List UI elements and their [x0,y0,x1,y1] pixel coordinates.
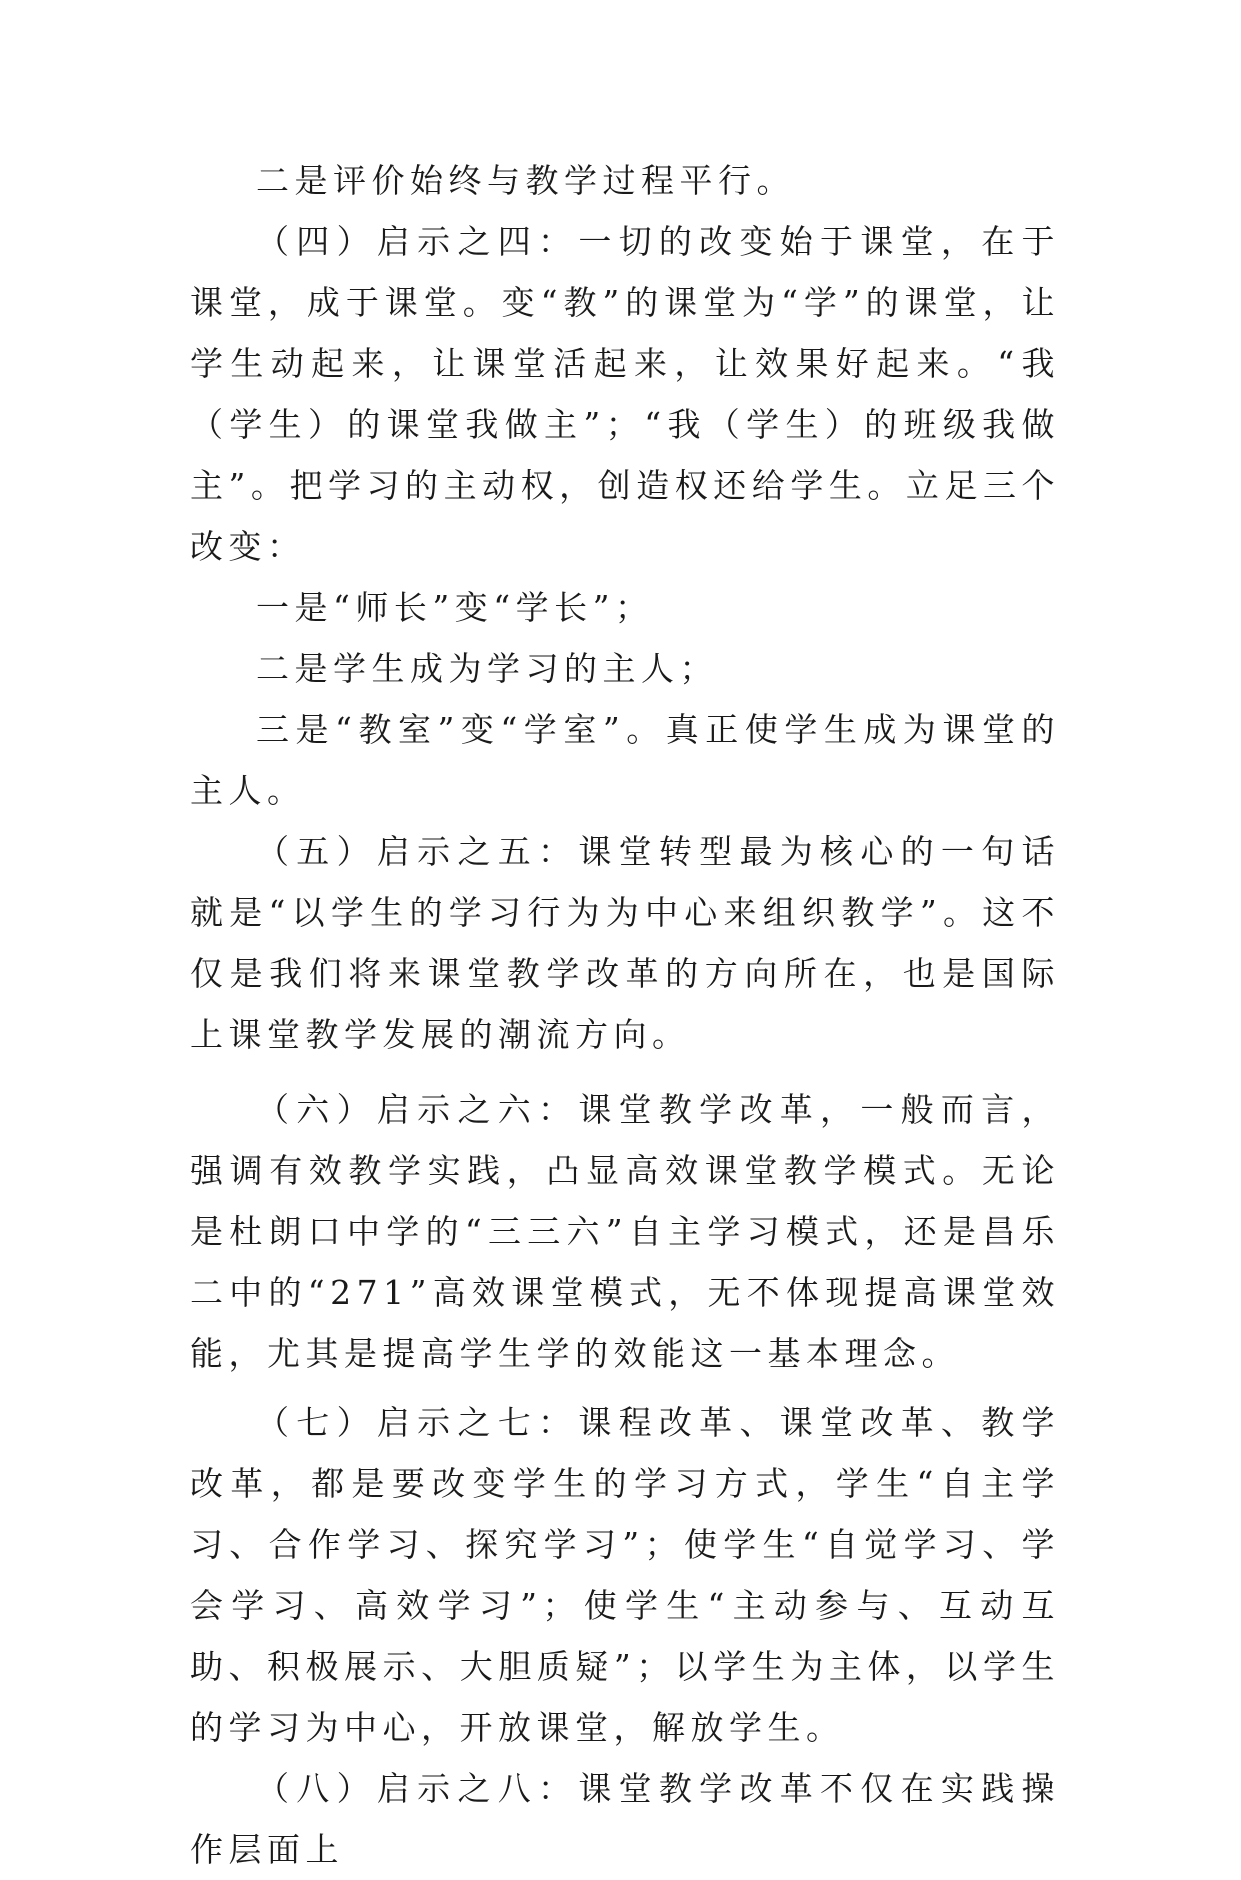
paragraph-insight-six: （六）启示之六：课堂教学改革，一般而言，强调有效教学实践，凸显高效课堂教学模式。无论是杜朗口中学的“三三六”自主学习模式，还是昌乐二中的“271”高效课堂模式，无不体现提高课堂效能，尤其是提高学生学的效能这一基本理念。 [190,1090,1060,1373]
document-body [190,150,1060,1880]
paragraph-insight-four: （四）启示之四：一切的改变始于课堂，在于课堂，成于课堂。变“教”的课堂为“学”的课堂，让学生动起来，让课堂活起来，让效果好起来。“我（学生）的课堂我做主”；“我（学生）的班级我做主”。把学习的主动权，创造权还给学生。立足三个改变： [190,222,1060,566]
paragraph-insight-seven: （七）启示之七：课程改革、课堂改革、教学改革，都是要改变学生的学习方式，学生“自主学习、合作学习、探究学习”；使学生“自觉学习、学会学习、高效学习”；使学生“主动参与、互动互助、积极展示、大胆质疑”；以学生为主体，以学生的学习为中心，开放课堂，解放学生。 [190,1403,1060,1747]
paragraph-insight-five: （五）启示之五：课堂转型最为核心的一句话就是“以学生的学习行为为中心来组织教学”。这不仅是我们将来课堂教学改革的方向所在，也是国际上课堂教学发展的潮流方向。 [190,832,1060,1054]
paragraph-change-two: 二是学生成为学习的主人； [256,649,718,688]
paragraph-change-one: 一是“师长”变“学长”； [256,588,654,627]
paragraph-change-three: 三是“教室”变“学室”。真正使学生成为课堂的主人。 [190,710,1060,810]
paragraph-evaluation-parallel: 二是评价始终与教学过程平行。 [256,161,795,200]
paragraph-insight-eight: （八）启示之八：课堂教学改革不仅在实践操作层面上 [190,1769,1060,1869]
